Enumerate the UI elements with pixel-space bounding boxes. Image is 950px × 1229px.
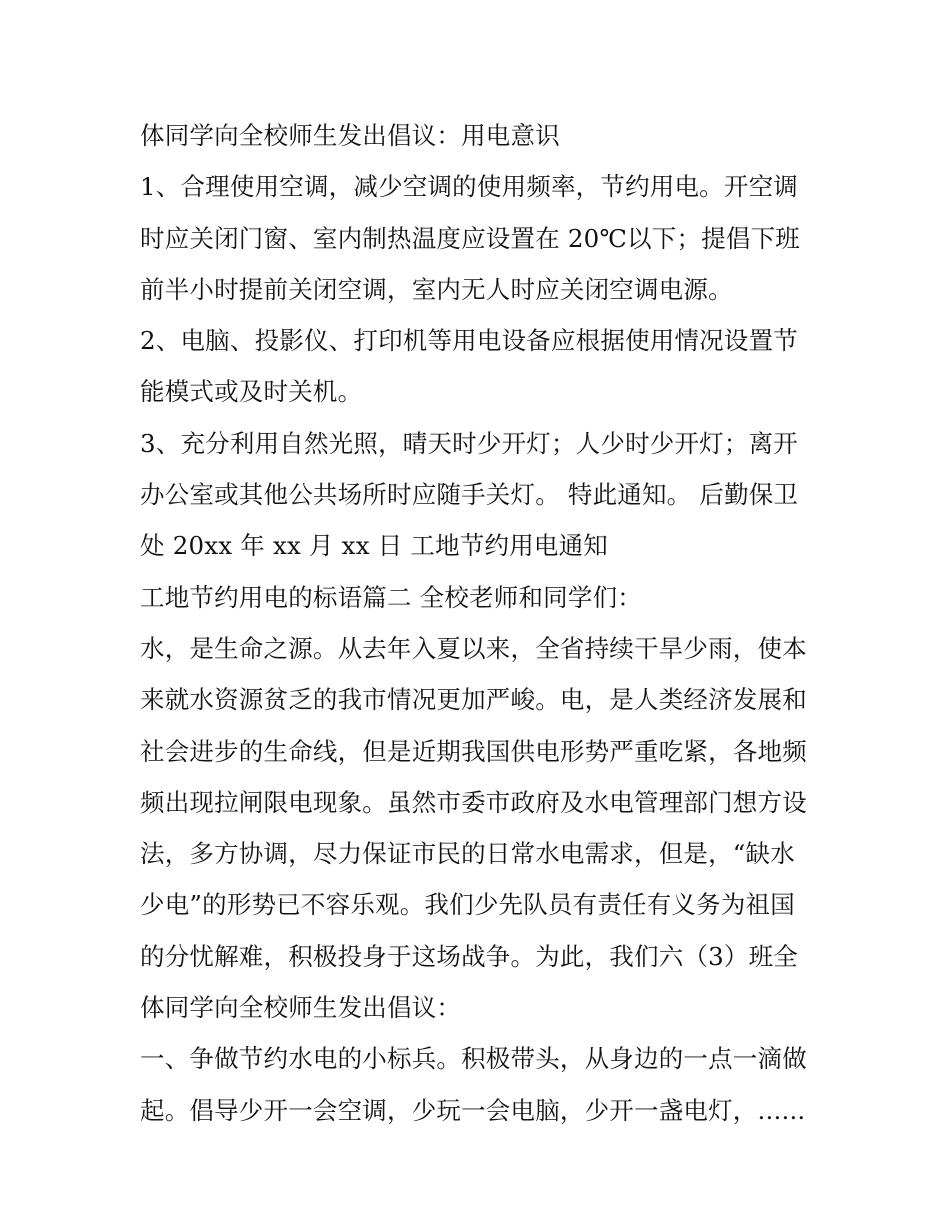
text-line: 前半小时提前关闭空调，室内无人时应关闭空调电源。 [140,274,733,304]
document-body [140,110,830,1136]
text-line: 办公室或其他公共场所时应随手关灯。 特此通知。 后勤保卫 [140,480,799,510]
text-line: 工地节约用电的标语篇二 全校老师和同学们： [140,582,642,612]
text-line: 时应关闭门窗、室内制热温度应设置在 20℃以下；提倡下班 [140,223,800,253]
text-line: 的分忧解难，积极投身于这场战争。为此，我们六（3）班全 [140,941,798,971]
text-line: 3、充分利用自然光照，晴天时少开灯；人少时少开灯；离开 [140,428,798,458]
text-line: 少电”的形势已不容乐观。我们少先队员有责任有义务为祖国 [140,890,795,920]
text-line: 一、争做节约水电的小标兵。积极带头，从身边的一点一滴做 [140,1044,807,1074]
text-line: 能模式或及时关机。 [140,377,363,407]
text-line: 体同学向全校师生发出倡议：用电意识 [140,121,560,150]
text-line: 水，是生命之源。从去年入夏以来，全省持续干旱少雨，使本 [140,633,807,663]
text-line: 社会进步的生命线，但是近期我国供电形势严重吃紧，各地频 [140,736,807,766]
text-line: 来就水资源贫乏的我市情况更加严峻。电，是人类经济发展和 [140,685,807,715]
text-line: 1、合理使用空调，减少空调的使用频率，节约用电。开空调 [140,172,798,202]
text-line: 频出现拉闸限电现象。虽然市委市政府及水电管理部门想方设 [140,787,807,817]
text-line: 体同学向全校师生发出倡议： [140,993,462,1023]
text-line: 处 20xx 年 xx 月 xx 日 工地节约用电通知 [140,531,608,561]
text-line: 起。倡导少开一会空调，少玩一会电脑，少开一盏电灯，...... [140,1095,806,1125]
text-line: 法，多方协调，尽力保证市民的日常水电需求，但是，“缺水 [140,839,795,869]
text-line: 2、电脑、投影仪、打印机等用电设备应根据使用情况设置节 [140,326,798,356]
